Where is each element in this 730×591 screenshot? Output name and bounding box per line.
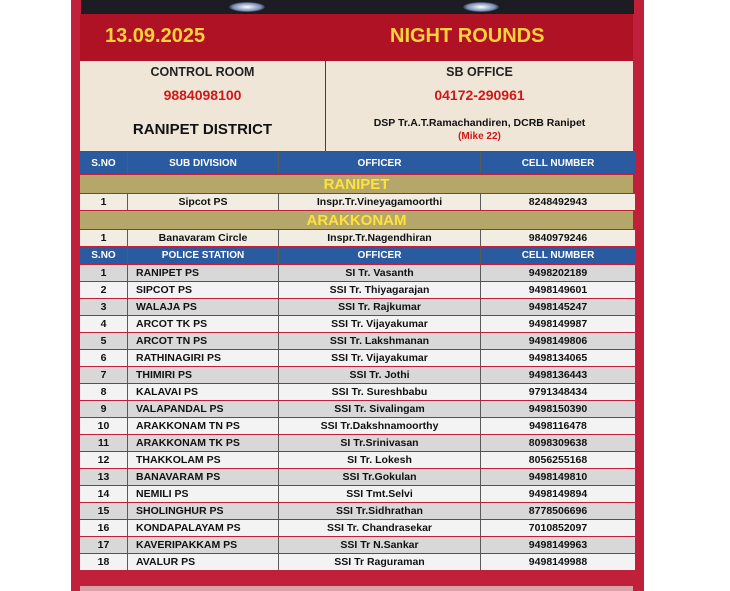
row-cell: 8778506696 — [481, 503, 635, 519]
table-row — [80, 401, 633, 417]
row-officer: SSI Tr N.Sankar — [279, 537, 480, 553]
table-row — [80, 537, 633, 553]
row-officer: SSI Tr. Vijayakumar — [279, 350, 480, 366]
row-station: KAVERIPAKKAM PS — [128, 537, 278, 553]
row-officer: SSI Tmt.Selvi — [279, 486, 480, 502]
row-cell: 9498149987 — [481, 316, 635, 332]
sb-office-label: SB OFFICE — [326, 61, 633, 83]
police-station-table — [80, 247, 633, 570]
table-row — [80, 520, 633, 536]
district-name: RANIPET DISTRICT — [80, 107, 325, 151]
row-station: ARAKKONAM TK PS — [128, 435, 278, 451]
row-sno: 13 — [80, 469, 127, 485]
row-sno: 5 — [80, 333, 127, 349]
row-station: RATHINAGIRI PS — [128, 350, 278, 366]
row-officer: SI Tr. Lokesh — [279, 452, 480, 468]
subdivision-table — [80, 152, 633, 246]
row-cell: 8248492943 — [481, 194, 635, 210]
row-officer: SSI Tr. Vijayakumar — [279, 316, 480, 332]
row-officer: SSI Tr. Lakshmanan — [279, 333, 480, 349]
row-officer: SSI Tr. Sureshbabu — [279, 384, 480, 400]
table-row — [80, 367, 633, 383]
sb-office-number: 04172-290961 — [326, 83, 633, 107]
row-sno: 1 — [80, 230, 127, 246]
table-row — [80, 503, 633, 519]
row-station: SIPCOT PS — [128, 282, 278, 298]
station-header-row — [80, 247, 633, 264]
row-officer: SSI Tr.Sidhrathan — [279, 503, 480, 519]
report-date: 13.09.2025 — [105, 25, 206, 47]
row-officer: Inspr.Tr.Vineyagamoorthi — [279, 194, 480, 210]
row-cell: 9498145247 — [481, 299, 635, 315]
row-sno: 8 — [80, 384, 127, 400]
row-cell: 9498202189 — [481, 265, 635, 281]
dsp-name: DSP Tr.A.T.Ramachandiren, DCRB Ranipet — [373, 116, 586, 129]
control-room-number: 9884098100 — [80, 83, 325, 107]
table-row — [80, 486, 633, 502]
section-band-arakkonam: ARAKKONAM — [80, 211, 633, 229]
row-officer: SSI Tr. Sivalingam — [279, 401, 480, 417]
row-station: SHOLINGHUR PS — [128, 503, 278, 519]
row-cell: 8098309638 — [481, 435, 635, 451]
row-station: ARCOT TN PS — [128, 333, 278, 349]
table-row — [80, 265, 633, 281]
row-officer: SSI Tr. Thiyagarajan — [279, 282, 480, 298]
row-sno: 1 — [80, 194, 127, 210]
bottom-strip — [80, 586, 633, 591]
row-unit: Banavaram Circle — [128, 230, 278, 246]
row-sno: 12 — [80, 452, 127, 468]
row-station: WALAJA PS — [128, 299, 278, 315]
row-sno: 16 — [80, 520, 127, 536]
row-cell: 9498149806 — [481, 333, 635, 349]
table-row — [80, 554, 633, 570]
row-officer: SSI Tr.Dakshnamoorthy — [279, 418, 480, 434]
row-sno: 9 — [80, 401, 127, 417]
row-cell: 9498149963 — [481, 537, 635, 553]
column-header: POLICE STATION — [128, 247, 278, 264]
column-header: S.NO — [80, 247, 127, 264]
row-station: VALAPANDAL PS — [128, 401, 278, 417]
row-cell: 9498149810 — [481, 469, 635, 485]
subdivision-header-row — [80, 152, 633, 174]
row-station: NEMILI PS — [128, 486, 278, 502]
table-row — [80, 452, 633, 468]
row-sno: 2 — [80, 282, 127, 298]
row-officer: SSI Tr Raguraman — [279, 554, 480, 570]
row-station: KONDAPALAYAM PS — [128, 520, 278, 536]
row-cell: 9498134065 — [481, 350, 635, 366]
report-title: NIGHT ROUNDS — [390, 25, 545, 47]
table-row — [80, 435, 633, 451]
night-rounds-sheet — [80, 14, 633, 571]
row-sno: 7 — [80, 367, 127, 383]
row-cell: 9840979246 — [481, 230, 635, 246]
column-header: CELL NUMBER — [481, 247, 635, 264]
table-row — [80, 316, 633, 332]
row-officer: SSI Tr. Chandrasekar — [279, 520, 480, 536]
title-banner — [80, 14, 633, 61]
row-officer: SI Tr. Vasanth — [279, 265, 480, 281]
row-sno: 4 — [80, 316, 127, 332]
table-row — [80, 194, 633, 210]
row-officer: SSI Tr.Gokulan — [279, 469, 480, 485]
row-cell: 7010852097 — [481, 520, 635, 536]
table-row — [80, 350, 633, 366]
column-header: OFFICER — [279, 152, 480, 174]
row-sno: 17 — [80, 537, 127, 553]
row-officer: SSI Tr. Jothi — [279, 367, 480, 383]
row-station: THIMIRI PS — [128, 367, 278, 383]
row-cell: 9498116478 — [481, 418, 635, 434]
table-row — [80, 299, 633, 315]
column-header: CELL NUMBER — [481, 152, 635, 174]
row-sno: 15 — [80, 503, 127, 519]
row-unit: Sipcot PS — [128, 194, 278, 210]
table-row — [80, 469, 633, 485]
dsp-cell — [326, 107, 633, 151]
row-officer: Inspr.Tr.Nagendhiran — [279, 230, 480, 246]
row-cell: 9498149601 — [481, 282, 635, 298]
control-room-label: CONTROL ROOM — [80, 61, 325, 83]
contact-panel — [80, 61, 633, 151]
table-row — [80, 230, 633, 246]
row-sno: 3 — [80, 299, 127, 315]
row-station: ARCOT TK PS — [128, 316, 278, 332]
row-sno: 14 — [80, 486, 127, 502]
row-officer: SI Tr.Srinivasan — [279, 435, 480, 451]
row-cell: 9498149894 — [481, 486, 635, 502]
table-row — [80, 282, 633, 298]
row-station: THAKKOLAM PS — [128, 452, 278, 468]
row-sno: 1 — [80, 265, 127, 281]
table-row — [80, 418, 633, 434]
row-officer: SSI Tr. Rajkumar — [279, 299, 480, 315]
row-station: KALAVAI PS — [128, 384, 278, 400]
row-sno: 6 — [80, 350, 127, 366]
row-cell: 8056255168 — [481, 452, 635, 468]
row-cell: 9791348434 — [481, 384, 635, 400]
row-station: BANAVARAM PS — [128, 469, 278, 485]
row-sno: 11 — [80, 435, 127, 451]
column-header: S.NO — [80, 152, 127, 174]
row-station: AVALUR PS — [128, 554, 278, 570]
row-sno: 18 — [80, 554, 127, 570]
section-band-ranipet: RANIPET — [80, 175, 633, 193]
row-sno: 10 — [80, 418, 127, 434]
row-station: ARAKKONAM TN PS — [128, 418, 278, 434]
column-header: SUB DIVISION — [128, 152, 278, 174]
column-header: OFFICER — [279, 247, 480, 264]
dsp-callsign: (Mike 22) — [458, 130, 501, 142]
header-photo-strip — [81, 0, 634, 14]
row-cell: 9498136443 — [481, 367, 635, 383]
row-station: RANIPET PS — [128, 265, 278, 281]
row-cell: 9498149988 — [481, 554, 635, 570]
table-row — [80, 333, 633, 349]
table-row — [80, 384, 633, 400]
row-cell: 9498150390 — [481, 401, 635, 417]
